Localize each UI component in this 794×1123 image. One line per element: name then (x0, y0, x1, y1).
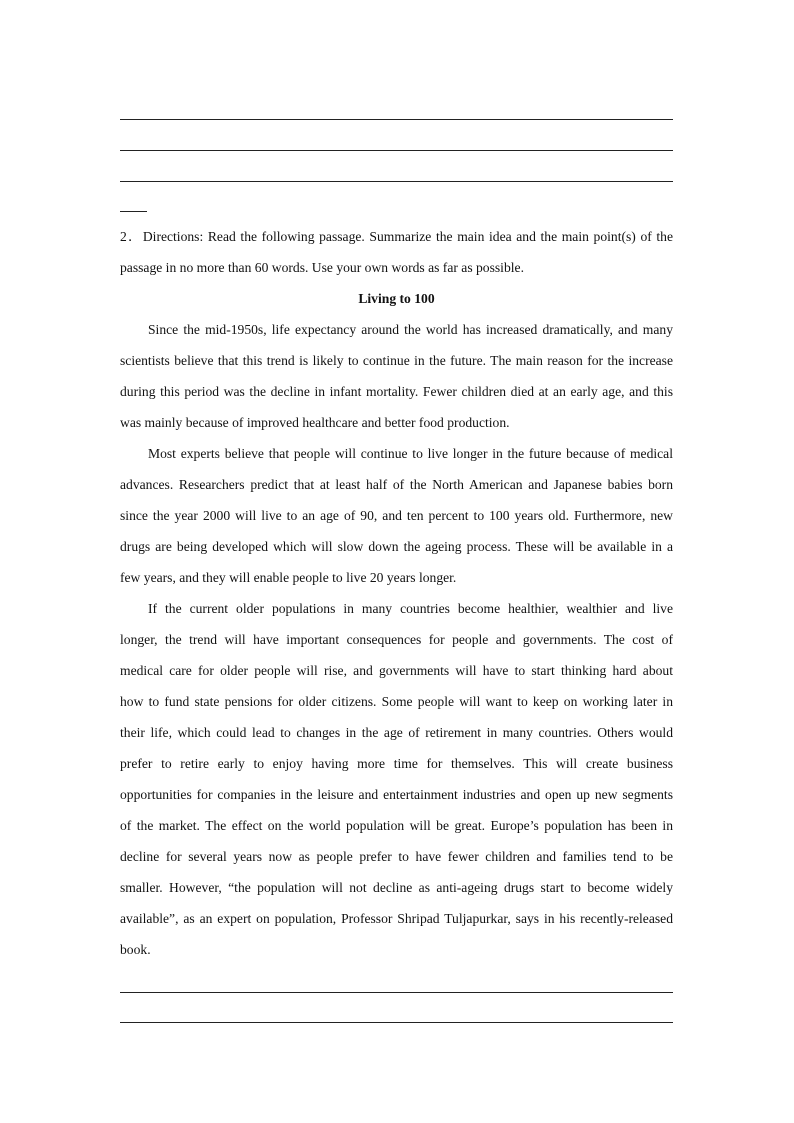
answer-line-1 (120, 119, 673, 120)
answer-line-4 (120, 992, 673, 993)
answer-line-5 (120, 1022, 673, 1023)
question-number: 2． (120, 229, 143, 244)
paragraph-2: Most experts believe that people will continue to live longer in the future because of medical advances. Researchers predict that at least half of the North American and Japanese babies born since the year 2000 will live to an age of 90, and ten percent to 100 years old. Furthermore, new drugs are being developed which will slow down the ageing process. These will be available in a few years, and they will enable people to live 20 years longer. (120, 446, 673, 585)
answer-line-2 (120, 150, 673, 151)
answer-line-3 (120, 181, 673, 182)
question-block (120, 221, 673, 965)
directions-line-1: 2．Directions: Read the following passage. Summarize the main idea and the main point(s) of the (120, 229, 673, 244)
passage-title: Living to 100 (358, 291, 435, 306)
paragraph-3: If the current older populations in many countries become healthier, wealthier and live longer, the trend will have important consequences for people and governments. The cost of medical care for older people will rise, and governments will have to start thinking hard about how to fund state pensions for older citizens. Some people will want to keep on working later in their life, which could lead to changes in the age of retirement in many countries. Others would prefer to retire early to enjoy having more time for themselves. This will create business opportunities for companies in the leisure and entertainment industries and open up new segments of the market. The effect on the world population will be great. Europe’s population has been in decline for several years now as people prefer to have fewer children and families tend to be smaller. However, “the population will not decline as anti-ageing drugs start to become widely available”, as an expert on population, Professor Shripad Tuljapurkar, says in his recently-released book. (120, 601, 673, 957)
paragraph-1: Since the mid-1950s, life expectancy around the world has increased dramatically, and many scientists believe that this trend is likely to continue in the future. The main reason for the increase during this period was the decline in infant mortality. Fewer children died at an early age, and this was mainly because of improved healthcare and better food production. (120, 322, 673, 430)
directions-line-2: passage in no more than 60 words. Use your own words as far as possible. (120, 260, 524, 275)
answer-line-end (120, 211, 147, 212)
